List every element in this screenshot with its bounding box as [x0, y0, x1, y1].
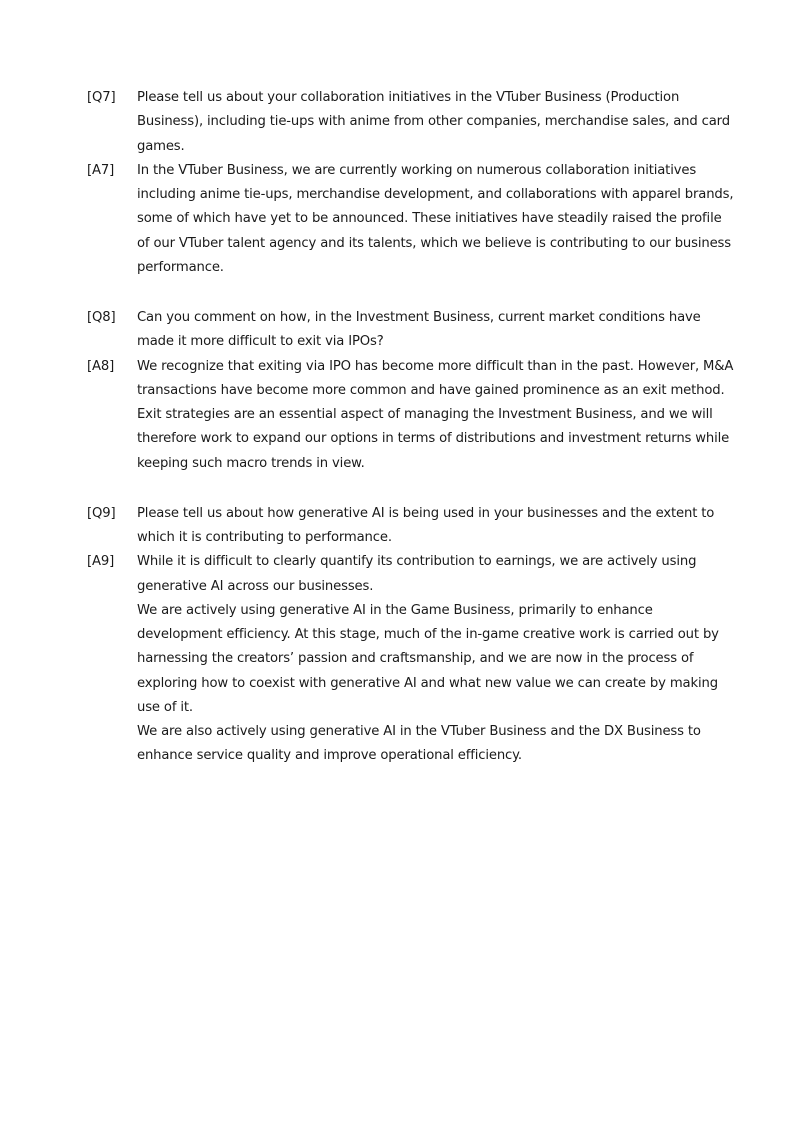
qa-block-9 — [87, 502, 737, 769]
answer-label: [A9] — [87, 554, 115, 570]
answer-row — [87, 159, 737, 280]
answer-label: [A7] — [87, 162, 115, 178]
answer-row — [87, 355, 737, 476]
question-row — [87, 306, 737, 355]
qa-block-7 — [87, 86, 737, 280]
question-text: Please tell us about how generative AI is being used in your businesses and the extent to which it is contributing to performance. — [137, 505, 715, 545]
question-text: Can you comment on how, in the Investment Business, current market conditions have made it more difficult to exit via IPOs? — [137, 310, 701, 350]
answer-paragraph: We recognize that exiting via IPO has become more difficult than in the past. However, M&A transactions have become more common and have gained prominence as an exit method. Exit strategies are an essential aspect of managing the Investment Business, and we will therefore work to expand our options in terms of distributions and investment returns while keeping such macro trends in view. — [137, 358, 734, 471]
question-row — [87, 502, 737, 551]
answer-paragraph: In the VTuber Business, we are currently working on numerous collaboration initiatives including anime tie-ups, merchandise development, and collaborations with apparel brands, some of which have yet to be announced. These initiatives have steadily raised the profile of our VTuber talent agency and its talents, which we believe is contributing to our business performance. — [137, 162, 734, 275]
section-spacer — [87, 476, 737, 502]
section-spacer — [87, 280, 737, 306]
question-label: [Q7] — [87, 90, 116, 105]
question-label: [Q9] — [87, 505, 116, 521]
question-row — [87, 86, 737, 159]
question-text: Please tell us about your collaboration initiatives in the VTuber Business (Production Business), including tie-ups with anime from other companies, merchandise sales, and card games. — [137, 90, 730, 154]
answer-paragraph: We are actively using generative AI in the Game Business, primarily to enhance development efficiency. At this stage, much of the in-game creative work is carried out by harnessing the creators’ passion and craftsmanship, and we are now in the process of exploring how to coexist with generative AI and what new value we can create by making use of it. — [137, 602, 719, 715]
answer-paragraph: We are also actively using generative AI in the VTuber Business and the DX Business to enhance service quality and improve operational efficiency. — [137, 724, 701, 764]
qa-document — [87, 86, 737, 769]
answer-row — [87, 550, 737, 768]
answer-paragraph: While it is difficult to clearly quantify its contribution to earnings, we are actively using generative AI across our businesses. — [137, 554, 697, 594]
question-label: [Q8] — [87, 310, 116, 325]
answer-label: [A8] — [87, 358, 115, 374]
qa-block-8 — [87, 306, 737, 476]
